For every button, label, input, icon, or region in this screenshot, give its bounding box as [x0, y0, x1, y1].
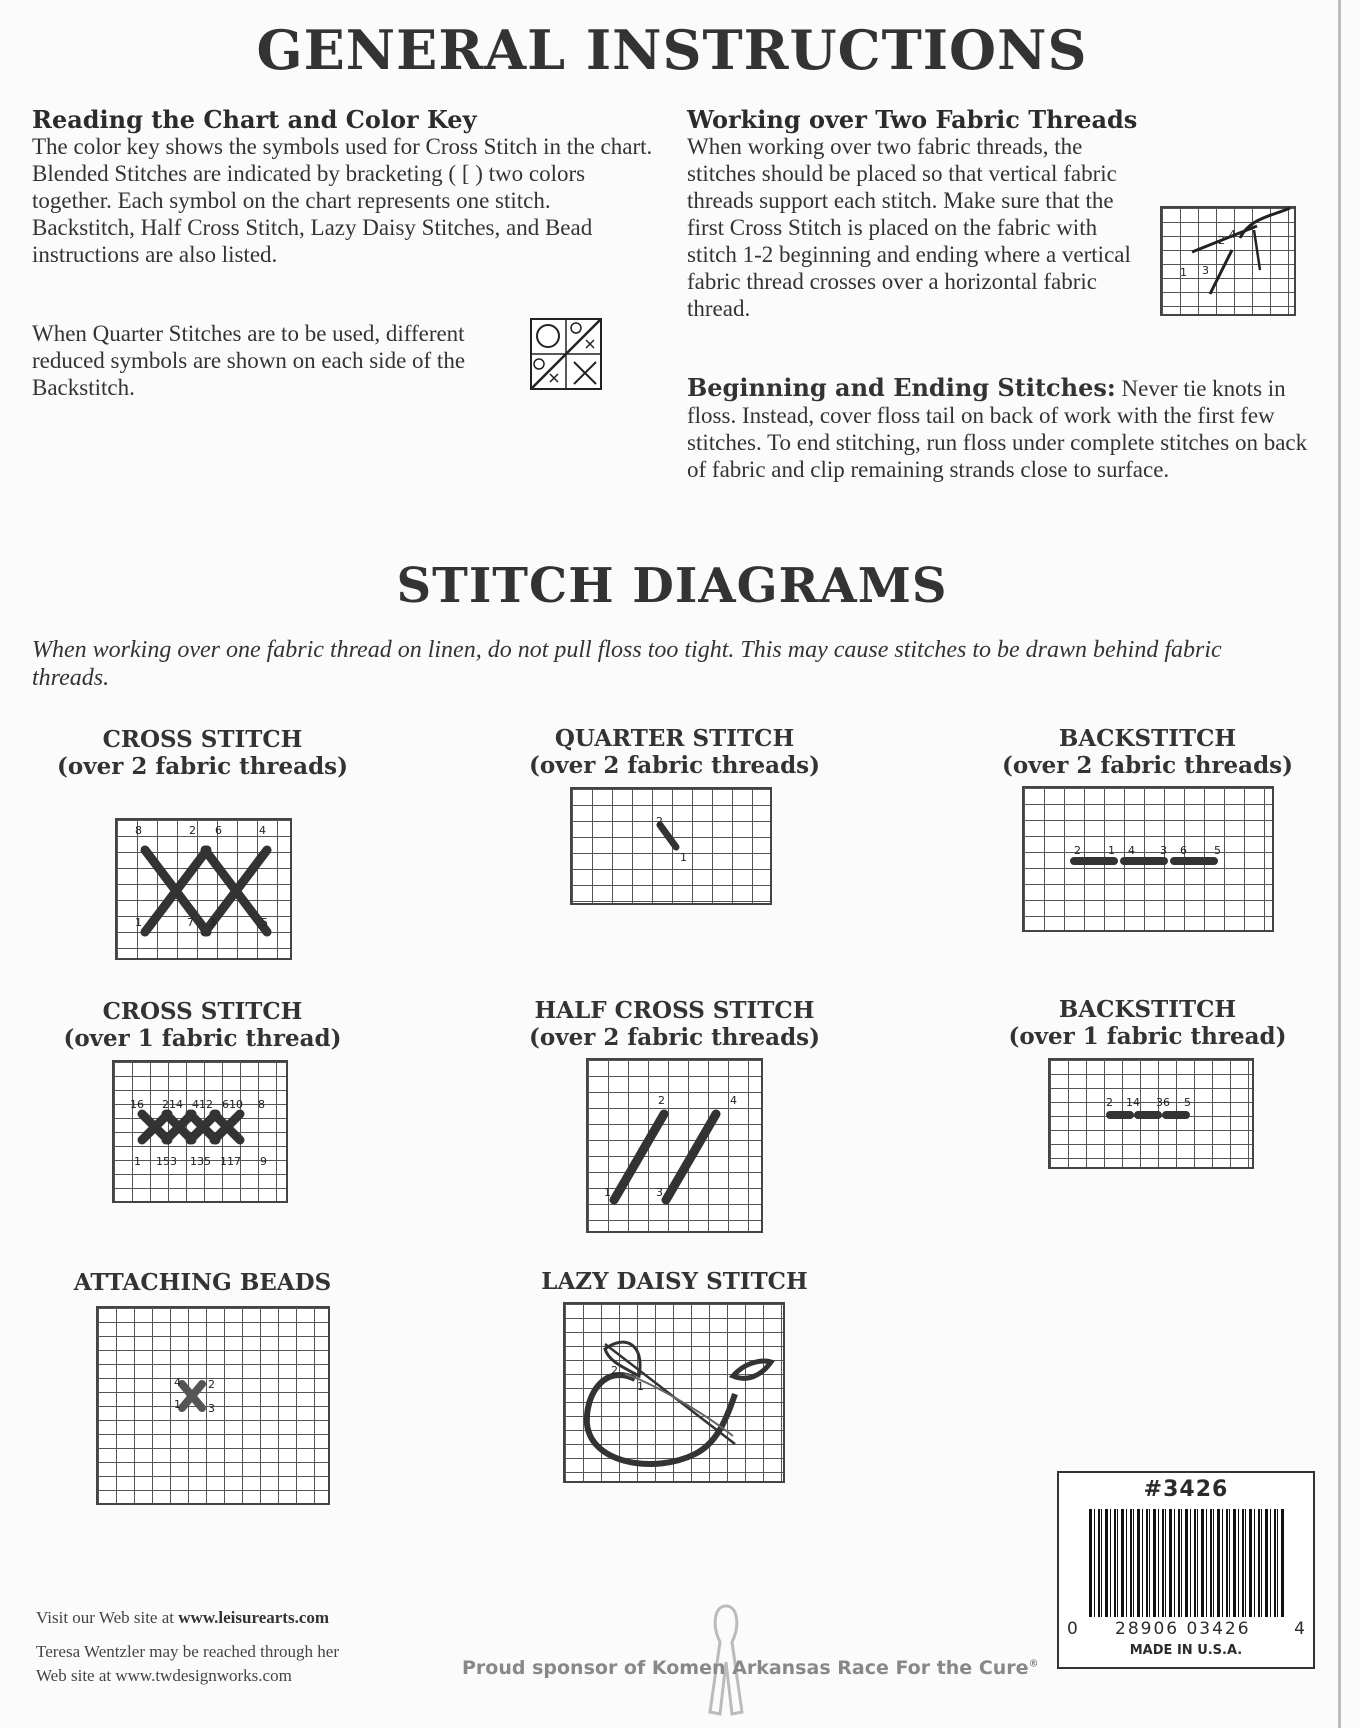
quarter2-label	[512, 725, 837, 779]
teresa-line1: Teresa Wentzler may be reached through her	[36, 1642, 339, 1661]
half2-diagram	[586, 1058, 763, 1233]
cross1-num: 9	[260, 1155, 267, 1168]
beads-num: 2	[208, 1378, 215, 1391]
reading-body: The color key shows the symbols used for Cross Stitch in the chart. Blended Stitches are indicated by bracketing ( [ ) two colors together. Each symbol on the chart represents one stitch. Backstitch, Half Cross Stitch, Lazy Daisy Stitches, and Bead instructions are also listed.	[32, 134, 653, 267]
barcode-check: 4	[1294, 1619, 1305, 1639]
stitch-title: STITCH DIAGRAMS	[396, 558, 948, 614]
back2-diagram	[1022, 786, 1274, 932]
back1-diagram	[1048, 1058, 1254, 1169]
cross2-title: CROSS STITCH	[102, 726, 303, 753]
beginning-body: Never tie knots in floss. Instead, cover floss tail on back of work with the first few stitches. To end stitching, run floss under complete stitches on back of fabric and clip remaining strands close to surface.	[687, 376, 1308, 482]
quarter2-num: 2	[656, 815, 663, 828]
visit-prefix: Visit our Web site at	[36, 1608, 179, 1627]
half2-label	[512, 997, 837, 1051]
cross1-num: 117	[220, 1155, 241, 1168]
teresa-note	[36, 1640, 339, 1688]
teresa-line2: Web site at www.twdesignworks.com	[36, 1666, 292, 1685]
item-number: #3426	[1143, 1477, 1229, 1502]
back2-num: 6	[1180, 844, 1187, 857]
back1-num: 14	[1126, 1096, 1140, 1109]
half2-num: 3	[656, 1186, 663, 1199]
back2-num: 2	[1074, 844, 1081, 857]
quarter2-sub: (over 2 fabric threads)	[528, 752, 820, 779]
page-title: GENERAL INSTRUCTIONS	[256, 18, 1088, 82]
back2-label	[985, 725, 1310, 779]
lazy-num: 2	[611, 1364, 618, 1377]
quarter2-diagram	[570, 787, 772, 905]
reading-heading: Reading the Chart and Color Key	[32, 105, 477, 134]
cross1-label	[40, 998, 365, 1052]
cross1-num: 153	[156, 1155, 177, 1168]
cross2-num: 7	[187, 916, 194, 929]
back1-label	[985, 996, 1310, 1050]
cross1-diagram	[112, 1060, 288, 1203]
beads-num: 1	[174, 1398, 181, 1411]
beads-title: ATTACHING BEADS	[73, 1269, 332, 1296]
half2-num: 2	[658, 1094, 665, 1107]
back1-title: BACKSTITCH	[1058, 996, 1237, 1023]
beads-num: 3	[208, 1402, 215, 1415]
half2-num: 4	[730, 1094, 737, 1107]
back2-title: BACKSTITCH	[1058, 725, 1237, 752]
half2-num: 1	[604, 1186, 611, 1199]
barcode-bars	[1089, 1509, 1285, 1617]
cross1-num: 16	[130, 1098, 144, 1111]
cross1-num: 1	[134, 1155, 141, 1168]
beginning-text	[687, 374, 1317, 483]
half2-title: HALF CROSS STITCH	[534, 997, 815, 1024]
back1-num: 5	[1184, 1096, 1191, 1109]
cross2-sub: (over 2 fabric threads)	[56, 753, 348, 780]
back2-num: 1	[1108, 844, 1115, 857]
beginning-heading: Beginning and Ending Stitches:	[687, 373, 1116, 402]
cross1-num: 135	[190, 1155, 211, 1168]
made-in: MADE IN U.S.A.	[1129, 1643, 1243, 1658]
sponsor-text: Proud sponsor of Komen Arkansas Race For the Cure	[462, 1657, 1029, 1679]
back1-num: 2	[1106, 1096, 1113, 1109]
page-edge	[1338, 0, 1341, 1728]
small-num: 4	[1229, 228, 1236, 241]
cross2-diagram	[115, 818, 292, 960]
back1-sub: (over 1 fabric thread)	[1008, 1023, 1287, 1050]
small-num: 2	[1218, 234, 1225, 247]
back2-sub: (over 2 fabric threads)	[1001, 752, 1293, 779]
cross2-num: 6	[215, 824, 222, 837]
visit-line	[36, 1608, 329, 1628]
sponsor-mark: ®	[1028, 1658, 1039, 1670]
barcode-lead: 0	[1067, 1619, 1078, 1639]
cross1-num: 412	[192, 1098, 213, 1111]
lazy-title: LAZY DAISY STITCH	[541, 1268, 808, 1295]
quarter-symbols-icon	[530, 318, 602, 390]
cross2-num: 5	[261, 916, 268, 929]
cross1-num: 214	[162, 1098, 183, 1111]
visit-url[interactable]: www.leisurearts.com	[178, 1608, 330, 1627]
barcode-box	[1057, 1471, 1315, 1669]
quarter2-num: 1	[680, 851, 687, 864]
cross2-num: 3	[209, 916, 216, 929]
cross1-title: CROSS STITCH	[102, 998, 303, 1025]
half2-sub: (over 2 fabric threads)	[528, 1024, 820, 1051]
beads-num: 4	[174, 1376, 181, 1389]
back2-num: 5	[1214, 844, 1221, 857]
cross2-num: 1	[135, 916, 142, 929]
small-num: 3	[1202, 264, 1209, 277]
quarter2-title: QUARTER STITCH	[554, 725, 795, 752]
stitch-intro: When working over one fabric thread on linen, do not pull floss too tight. This may cause stitches to be drawn behind fabric threads.	[32, 637, 1222, 691]
two-threads-body: When working over two fabric threads, the stitches should be placed so that vertical fabric threads support each stitch. Make sure that the first Cross Stitch is placed on the fabric with stitch 1-2 beginning and ending where a vertical fabric thread crosses over a horizontal fabric thread.	[687, 134, 1131, 321]
lazy-num: 1	[637, 1380, 644, 1393]
two-threads-diagram	[1160, 206, 1296, 316]
back2-num: 3	[1160, 844, 1167, 857]
cross2-num: 4	[259, 824, 266, 837]
cross1-num: 610	[222, 1098, 243, 1111]
back2-num: 4	[1128, 844, 1135, 857]
cross1-num: 8	[258, 1098, 265, 1111]
barcode-digits: 28906 03426	[1115, 1619, 1251, 1639]
small-num: 1	[1180, 266, 1187, 279]
cross2-num: 8	[135, 824, 142, 837]
sponsor-line	[462, 1657, 1039, 1679]
cross2-num: 2	[189, 824, 196, 837]
back1-num: 36	[1156, 1096, 1170, 1109]
cross1-sub: (over 1 fabric thread)	[63, 1025, 342, 1052]
quarter-note: When Quarter Stitches are to be used, different reduced symbols are shown on each side of the Backstitch.	[32, 321, 466, 400]
cross2-label	[40, 726, 365, 780]
two-threads-heading: Working over Two Fabric Threads	[687, 105, 1138, 134]
beads-diagram	[96, 1306, 330, 1505]
lazy-diagram	[563, 1302, 785, 1483]
